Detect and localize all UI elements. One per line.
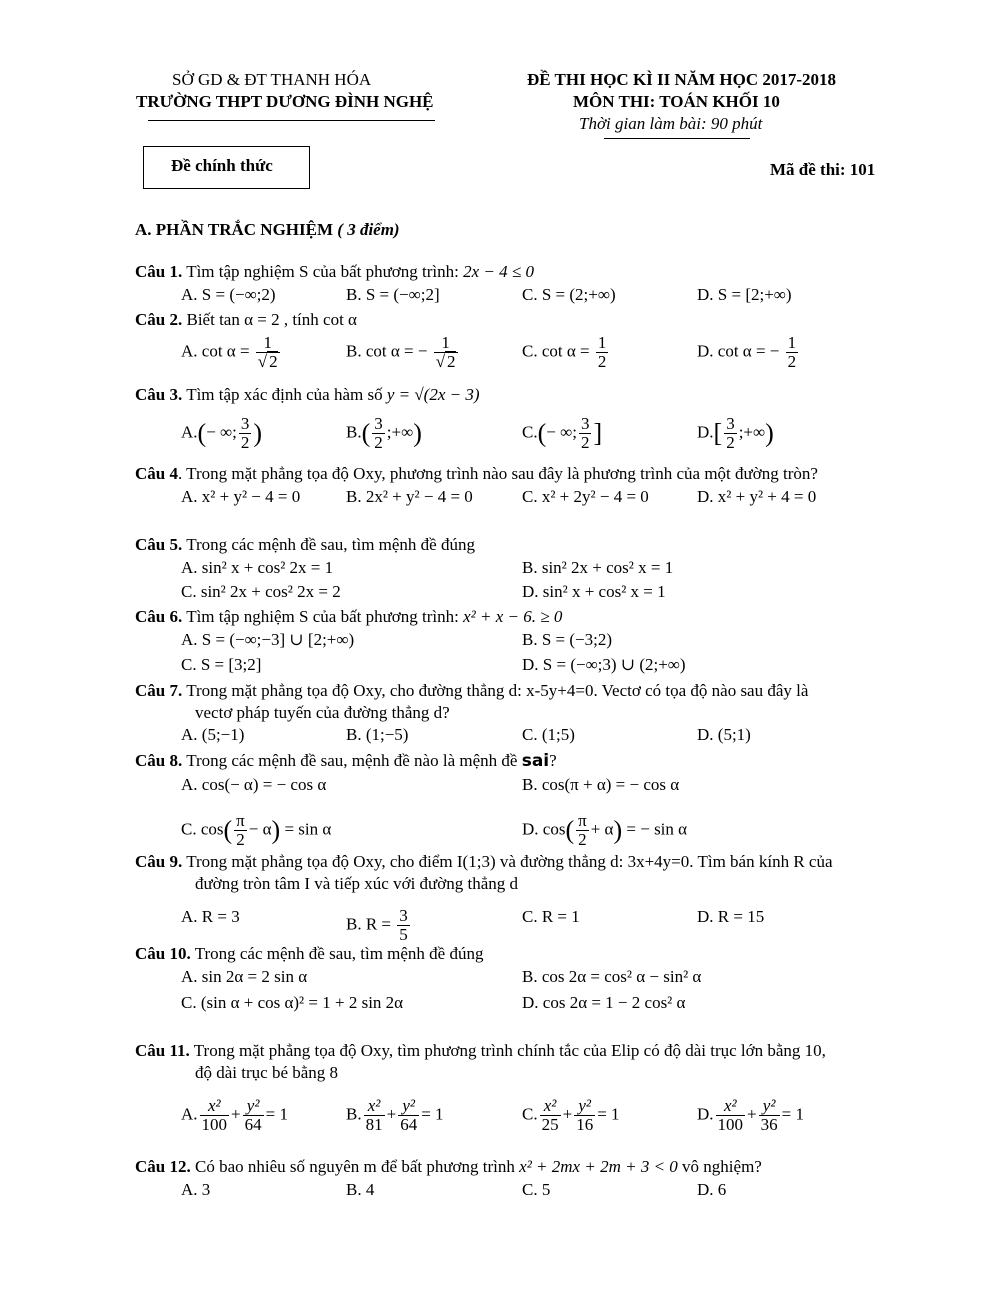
option-c[interactable]: C. 5 — [522, 1180, 551, 1199]
option-a[interactable]: A. sin 2α = 2 sin α — [181, 967, 308, 986]
question-2 — [135, 310, 357, 330]
option-label: C. cos — [181, 819, 224, 839]
interval-right: ;+∞ — [386, 422, 414, 442]
equals: = 1 — [265, 1104, 288, 1124]
option-a[interactable]: A. 3 — [181, 1180, 211, 1199]
denominator: 2 — [269, 352, 278, 371]
option-label: A. — [181, 1104, 198, 1124]
option-c[interactable]: C. S = (2;+∞) — [522, 285, 616, 304]
option-c[interactable]: C. (1;5) — [522, 725, 575, 744]
plus-sign: + — [231, 1104, 241, 1124]
numerator: 3 — [726, 414, 735, 433]
numerator: 3 — [240, 414, 250, 433]
question-number: Câu 8. — [135, 751, 183, 770]
question-11 — [135, 1041, 826, 1061]
question-11-line2: độ dài trục bé bằng 8 — [195, 1063, 339, 1082]
option-label: A. cot α = — [181, 341, 250, 361]
option-result: = − sin α — [626, 819, 688, 839]
question-number: Câu 2. — [135, 310, 183, 329]
denominator: 2 — [447, 352, 456, 371]
numerator: x² — [716, 1097, 746, 1116]
denominator: 81 — [365, 1115, 383, 1134]
plus-sign: + — [747, 1104, 757, 1124]
denominator: 2 — [726, 433, 735, 452]
plus-sign: + — [562, 1104, 573, 1124]
question-number: Câu 9. — [135, 852, 183, 871]
option-label: C. cot α = — [522, 341, 590, 361]
option-a[interactable]: A. S = (−∞;−3] ∪ [2;+∞) — [181, 630, 355, 649]
option-c[interactable] — [522, 1097, 620, 1134]
denominator: 2 — [597, 352, 607, 371]
exam-subject: MÔN THI: TOÁN KHỐI 10 — [573, 92, 780, 111]
question-3 — [135, 385, 480, 405]
question-math: x² + x − 6. ≥ 0 — [463, 607, 563, 626]
emphasis-word: sai — [521, 751, 550, 771]
option-b[interactable]: B. 4 — [346, 1180, 375, 1199]
numerator: 3 — [374, 414, 383, 433]
question-text: Trong mặt phẳng tọa độ Oxy, cho điểm I(1;3) và đường thẳng d: 3x+4y=0. Tìm bán kính R của — [186, 852, 833, 871]
option-b[interactable]: B.( $\frac{3}{2}$ ;+∞) — [346, 414, 422, 452]
option-d[interactable]: D.[ $\frac{3}{2}$ ;+∞) — [697, 414, 774, 452]
option-b[interactable]: B. S = (−∞;2] — [346, 285, 440, 304]
option-b[interactable]: B. cos(π + α) = − cos α — [522, 775, 680, 794]
numerator: 1 — [434, 334, 458, 353]
question-text: Trong các mệnh đề sau, tìm mệnh đề đúng — [186, 535, 475, 554]
question-text: Tìm tập nghiệm S của bất phương trình: — [186, 262, 459, 281]
denominator: 2 — [578, 830, 587, 849]
option-d[interactable]: D. S = (−∞;3) ∪ (2;+∞) — [522, 655, 686, 674]
question-7-line2: vectơ pháp tuyến của đường thẳng d? — [195, 703, 450, 722]
numerator: 1 — [787, 333, 797, 352]
exam-title: ĐỀ THI HỌC KÌ II NĂM HỌC 2017-2018 — [527, 70, 837, 89]
denominator: 16 — [576, 1115, 594, 1134]
fraction — [786, 334, 799, 371]
question-text: Có bao nhiêu số nguyên m để bất phương trình — [194, 1157, 515, 1176]
option-a[interactable] — [181, 1097, 288, 1134]
option-d[interactable]: D. sin² x + cos² x = 1 — [522, 582, 666, 601]
option-a[interactable]: A. S = (−∞;2) — [181, 285, 276, 304]
question-text: Trong mặt phẳng tọa độ Oxy, cho đường thẳng d: x-5y+4=0. Vectơ có tọa độ nào sau đây là — [186, 681, 809, 700]
exam-code: Mã đề thi: 101 — [770, 160, 876, 179]
option-a[interactable]: A. (5;−1) — [181, 725, 245, 744]
option-label: D. — [697, 1104, 714, 1124]
question-math: x² + 2mx + 2m + 3 < 0 — [519, 1157, 678, 1176]
option-d[interactable]: D. (5;1) — [697, 725, 751, 744]
option-a[interactable]: A.(− ∞; $\frac{3}{2}$ ) — [181, 414, 263, 452]
section-title-text: A. PHẦN TRẮC NGHIỆM — [135, 220, 334, 239]
question-6 — [135, 607, 562, 627]
option-label: B. cot α = − — [346, 341, 428, 361]
option-b[interactable] — [346, 1097, 444, 1134]
question-number: Câu 12. — [135, 1157, 191, 1176]
question-1 — [135, 262, 534, 282]
question-text: Trong các mệnh đề sau, mệnh đề nào là mệnh đề — [186, 751, 518, 770]
option-b[interactable]: B. S = (−3;2) — [522, 630, 613, 649]
option-d[interactable]: D. S = [2;+∞) — [697, 285, 792, 304]
equals: = 1 — [781, 1104, 804, 1124]
official-box — [143, 146, 310, 189]
option-c[interactable]: C. x² + 2y² − 4 = 0 — [522, 487, 649, 506]
option-b[interactable]: B. sin² 2x + cos² x = 1 — [522, 558, 674, 577]
option-a[interactable]: A. x² + y² − 4 = 0 — [181, 487, 301, 506]
numerator: y² — [398, 1097, 419, 1116]
question-math: 2x − 4 ≤ 0 — [463, 262, 534, 281]
interval-left: − ∞; — [206, 422, 237, 442]
option-c[interactable]: C. S = [3;2] — [181, 655, 262, 674]
option-label: C. — [522, 422, 538, 442]
question-text: Trong mặt phẳng tọa độ Oxy, tìm phương trình chính tắc của Elip có độ dài trục lớn bằng 10, — [193, 1041, 826, 1060]
interval-left: − ∞; — [546, 422, 577, 442]
option-expr: + α — [590, 819, 614, 839]
option-a[interactable]: A. R = 3 — [181, 907, 240, 926]
department-name: SỞ GD & ĐT THANH HÓA — [172, 70, 372, 89]
numerator: 1 — [597, 333, 607, 352]
denominator: 36 — [760, 1115, 778, 1134]
numerator: y² — [574, 1097, 595, 1116]
question-number: Câu 1. — [135, 262, 183, 281]
option-b[interactable]: B. cos 2α = cos² α − sin² α — [522, 967, 702, 986]
option-c[interactable]: C. R = 1 — [522, 907, 580, 926]
header-left-underline — [148, 120, 435, 121]
option-b[interactable]: B. (1;−5) — [346, 725, 409, 744]
question-text: Tìm tập nghiệm S của bất phương trình: — [186, 607, 459, 626]
exam-duration: Thời gian làm bài: 90 phút — [579, 114, 763, 133]
question-10 — [135, 944, 483, 964]
denominator: 2 — [374, 433, 383, 452]
numerator: y² — [243, 1097, 264, 1116]
numerator: π — [578, 811, 587, 830]
question-math: y = √(2x − 3) — [386, 385, 480, 404]
option-label: D. cot α = − — [697, 341, 780, 361]
question-tail: ? — [549, 751, 557, 770]
question-number: Câu 7. — [135, 681, 183, 700]
equals: = 1 — [597, 1104, 620, 1124]
option-expr: − α — [248, 819, 272, 839]
option-a[interactable]: A. sin² x + cos² 2x = 1 — [181, 558, 334, 577]
numerator: x² — [364, 1097, 385, 1116]
option-a[interactable] — [181, 334, 282, 371]
option-c[interactable]: C.(− ∞; $\frac{3}{2}$ ] — [522, 414, 603, 452]
numerator: 3 — [580, 414, 590, 433]
option-d[interactable]: D. R = 15 — [697, 907, 765, 926]
numerator: π — [236, 811, 245, 830]
denominator: 2 — [240, 433, 250, 452]
option-c[interactable]: C. sin² 2x + cos² 2x = 2 — [181, 582, 341, 601]
question-5 — [135, 535, 475, 555]
denominator: 100 — [201, 1115, 228, 1134]
option-c[interactable]: C. cos( $\frac{\pi}{2}$ − α) = sin α — [181, 811, 332, 849]
question-text: Tìm tập xác định của hàm số — [186, 385, 383, 404]
option-b[interactable] — [346, 334, 460, 371]
option-c[interactable]: C. (sin α + cos α)² = 1 + 2 sin 2α — [181, 993, 404, 1012]
question-4 — [135, 464, 818, 484]
question-number: Câu 5. — [135, 535, 183, 554]
option-label: D. — [697, 422, 714, 442]
denominator: 64 — [400, 1115, 418, 1134]
option-d[interactable] — [697, 1097, 804, 1134]
option-label: B. — [346, 1104, 362, 1124]
denominator: 100 — [717, 1115, 744, 1134]
option-label: B. — [346, 422, 362, 442]
question-number: Câu 4 — [135, 464, 178, 483]
option-b[interactable] — [346, 907, 412, 944]
numerator: x² — [540, 1097, 561, 1116]
numerator: x² — [200, 1097, 230, 1116]
fraction: $\frac{1}{√ 2}$ — [257, 333, 278, 371]
numerator: y² — [759, 1097, 780, 1116]
question-tail: vô nghiệm? — [682, 1157, 762, 1176]
option-a[interactable]: A. cos(− α) = − cos α — [181, 775, 327, 794]
option-d[interactable]: D. cos( $\frac{\pi}{2}$ + α) = − sin α — [522, 811, 688, 849]
interval-right: ;+∞ — [738, 422, 766, 442]
denominator: 2 — [787, 352, 797, 371]
question-12 — [135, 1157, 762, 1177]
question-8 — [135, 751, 557, 771]
option-d[interactable] — [697, 334, 800, 371]
option-label: C. — [522, 1104, 538, 1124]
numerator: 1 — [256, 334, 280, 353]
question-number: Câu 11. — [135, 1041, 190, 1060]
option-b[interactable]: B. 2x² + y² − 4 = 0 — [346, 487, 473, 506]
question-9 — [135, 852, 833, 872]
question-number: Câu 3. — [135, 385, 183, 404]
fraction — [596, 334, 609, 371]
option-c[interactable] — [522, 334, 610, 371]
question-text: Trong các mệnh đề sau, tìm mệnh đề đúng — [194, 944, 484, 963]
section-title — [135, 220, 400, 240]
question-9-line2: đường tròn tâm I và tiếp xúc với đường thẳng d — [195, 874, 519, 893]
option-label: B. R = — [346, 914, 392, 934]
denominator: 2 — [236, 830, 245, 849]
option-label: D. cos — [522, 819, 566, 839]
denominator: 64 — [244, 1115, 262, 1134]
question-number: Câu 10. — [135, 944, 191, 963]
question-text: Biết tan α = 2 , tính cot α — [186, 310, 357, 329]
header-right-underline — [604, 138, 750, 139]
denominator: 25 — [541, 1115, 559, 1134]
section-points: ( 3 điểm) — [337, 220, 400, 239]
official-label: Đề chính thức — [171, 156, 273, 175]
question-text: . Trong mặt phẳng tọa độ Oxy, phương trình nào sau đây là phương trình của một đường tròn? — [177, 464, 818, 483]
school-name: TRƯỜNG THPT DƯƠNG ĐÌNH NGHỆ — [136, 92, 434, 111]
question-7 — [135, 681, 808, 701]
option-d[interactable]: D. cos 2α = 1 − 2 cos² α — [522, 993, 686, 1012]
plus-sign: + — [386, 1104, 397, 1124]
denominator: 2 — [580, 433, 590, 452]
denominator: 5 — [399, 925, 408, 944]
option-label: A. — [181, 422, 198, 442]
numerator: 3 — [399, 906, 408, 925]
question-number: Câu 6. — [135, 607, 183, 626]
option-d[interactable]: D. 6 — [697, 1180, 727, 1199]
fraction: $\frac{1}{√ 2}$ — [435, 333, 456, 371]
option-result: = sin α — [284, 819, 332, 839]
option-d[interactable]: D. x² + y² + 4 = 0 — [697, 487, 817, 506]
equals: = 1 — [421, 1104, 444, 1124]
